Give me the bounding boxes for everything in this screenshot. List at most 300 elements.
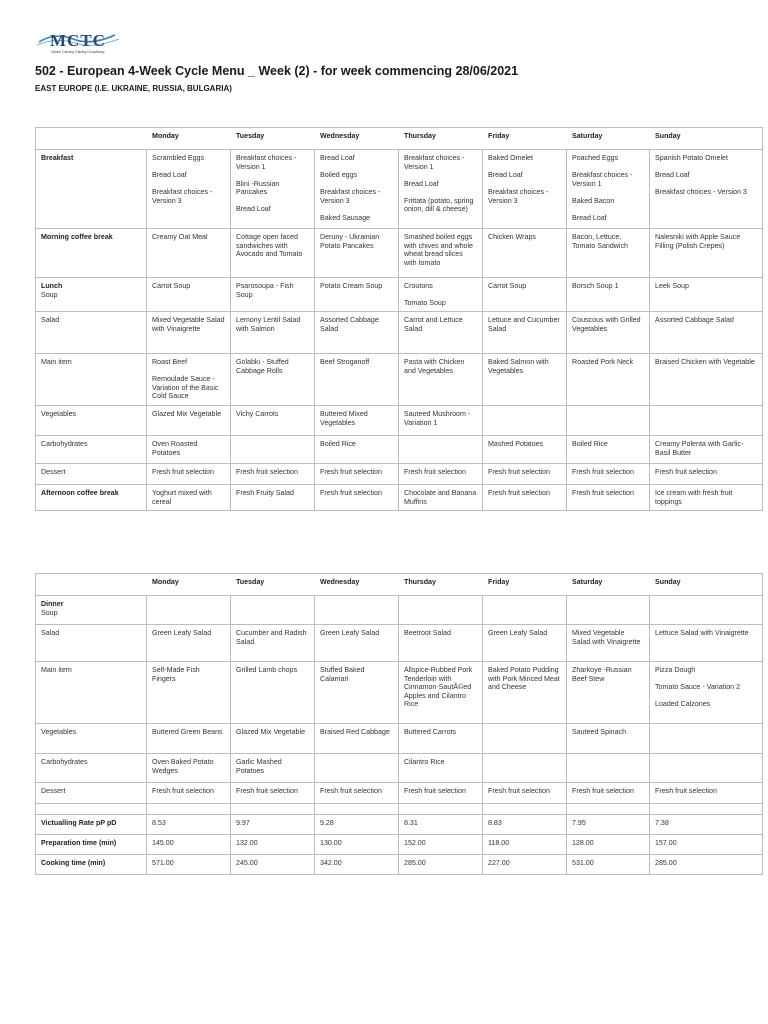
dish-item: Cucumber and Radish Salad [236,629,307,646]
menu-cell [315,464,399,485]
dish-item: Mixed Vegetable Salad with Vinaigrette [152,316,225,333]
day-header: Friday [483,574,567,596]
menu-cell [315,354,399,406]
menu-table-day [35,127,763,511]
dish-item: Frittata (potato, spring onion, dill & cheese) [404,196,474,214]
dish-item: Roast Beef [152,358,188,366]
dish-item: Fresh fruit selection [572,489,634,497]
meal-label: Vegetables [41,728,77,736]
meal-label: Dessert [41,787,66,795]
menu-cell [650,485,763,511]
dish-item: Roasted Pork Neck [572,358,634,366]
dish-item: Green Leafy Salad [152,629,212,637]
mctc-logo [35,26,121,56]
day-header: Saturday [567,574,650,596]
menu-row-morning-coffee-break [36,229,763,278]
menu-cell [231,278,315,312]
dish-item: Breakfast choices - Version 3 [320,188,381,205]
dish-item: Fresh fruit selection [236,468,298,476]
menu-cell [650,724,763,754]
menu-cell [147,724,231,754]
stats-label: Victualling Rate pP pD [36,815,147,835]
dish-item: Mixed Vegetable Salad with Vinaigrette [572,629,641,646]
row-label [36,625,147,662]
dish-item: Breakfast choices - Version 1 [236,154,297,171]
dish-item: Fresh fruit selection [488,468,550,476]
dish-item: Breakfast choices - Version 3 [655,188,747,197]
stats-row-preparation-time-min [36,835,763,855]
dish-item: Pizza Dough [655,666,696,674]
meal-label: Salad [41,316,60,324]
dish-item: Buttered Mixed Vegetables [320,410,368,427]
menu-cell [147,150,231,229]
menu-cell [399,278,483,312]
dish-item: Stuffed Baked Calamari [320,666,365,683]
stats-value: 285.00 [650,855,763,875]
menu-cell [399,406,483,436]
dish-item: Borsch Soup 1 [572,282,619,290]
dish-item: Couscous with Grilled Vegetables [572,316,641,333]
corner-cell [36,128,147,150]
menu-cell [231,754,315,783]
dish-item: Croutons [404,282,433,290]
dish-item: Braised Chicken with Vegetable [655,358,755,366]
dish-item: Breakfast choices - Version 3 [488,188,549,205]
menu-cell [567,278,650,312]
stats-value: 118.00 [483,835,567,855]
stats-value: 245.00 [231,855,315,875]
menu-cell [147,278,231,312]
menu-cell [650,229,763,278]
meal-label: Dinner [41,600,64,608]
day-header: Sunday [650,128,763,150]
meal-label: Breakfast [41,154,74,162]
stats-value: 531.00 [567,855,650,875]
dish-item: Braised Red Cabbage [320,728,390,736]
day-header: Thursday [399,574,483,596]
menu-cell [650,464,763,485]
menu-cell [650,150,763,229]
menu-cell [231,625,315,662]
menu-row-vegetables [36,406,763,436]
stats-value: 157.00 [650,835,763,855]
dish-item: Lettuce and Cucumber Salad [488,316,560,333]
menu-cell [483,229,567,278]
dish-item: Creamy Oat Meal [152,233,208,241]
separator-cell [483,804,567,815]
menu-cell [399,754,483,783]
dish-item: Fresh fruit selection [404,787,466,795]
dish-item: Cottage open faced sandwiches with Avocado and Tomato [236,233,303,259]
menu-cell [315,312,399,354]
stats-body [36,804,763,875]
dish-item: Psarosoupa - Fish Soup [236,282,294,299]
dish-item: Oven Baked Potato Wedges [152,758,214,775]
row-label [36,754,147,783]
menu-cell [650,312,763,354]
menu-row-carbohydrates [36,754,763,783]
row-label [36,596,147,625]
dish-item: Assorted Cabbage Salad [320,316,379,333]
menu-cell [315,406,399,436]
meal-label: Vegetables [41,410,77,418]
stats-row-victualling-rate-pp-pd [36,815,763,835]
dish-item: Fresh fruit selection [655,787,717,795]
dish-item: Yoghurt mixed with cereal [152,489,212,506]
dish-item: Carrot Soup [488,282,527,290]
menu-cell [483,485,567,511]
dish-item: Baked Potato Pudding with Pork Minced Meat and Cheese [488,666,560,692]
menu-row-dessert [36,783,763,804]
meal-label: Dessert [41,468,66,476]
page-subtitle: EAST EUROPE (I.E. UKRAINE, RUSSIA, BULGARIA) [35,84,232,93]
separator-cell [231,804,315,815]
dish-item: Boiled Rice [572,440,608,448]
meal-label: Carbohydrates [41,440,88,448]
menu-cell [231,724,315,754]
day-header: Sunday [650,574,763,596]
meal-label: Morning coffee break [41,233,113,241]
menu-cell [231,150,315,229]
menu-cell [483,783,567,804]
row-label [36,312,147,354]
menu-cell [567,406,650,436]
menu-cell [147,754,231,783]
dish-item: Bacon, Lettuce, Tomato Sandwich [572,233,628,250]
dish-item: Breakfast choices - Version 1 [572,171,633,188]
page-title: 502 - European 4-Week Cycle Menu _ Week (2) - for week commencing 28/06/2021 [35,64,519,78]
menu-cell [567,312,650,354]
dish-item: Potato Cream Soup [320,282,383,290]
dish-item: Vichy Carrots [236,410,279,418]
menu-cell [483,150,567,229]
dish-item: Breakfast choices - Version 1 [404,154,465,171]
dish-item: Baked Salmon with Vegetables [488,358,549,375]
menu-cell [315,436,399,464]
menu-cell [231,783,315,804]
menu-cell [399,150,483,229]
menu-body-dinner [36,596,763,804]
stats-value: 8.83 [483,815,567,835]
row-label [36,662,147,724]
meal-label: Carbohydrates [41,758,88,766]
menu-cell [483,662,567,724]
meal-label: Lunch [41,282,63,290]
corner-cell [36,574,147,596]
menu-cell [483,354,567,406]
dish-item: Baked Omelet [488,154,533,162]
stats-row-cooking-time-min [36,855,763,875]
row-label [36,724,147,754]
menu-cell [567,485,650,511]
stats-value: 9.28 [315,815,399,835]
menu-row-carbohydrates [36,436,763,464]
menu-cell [147,464,231,485]
menu-cell [567,354,650,406]
menu-cell [231,436,315,464]
menu-cell [399,464,483,485]
dish-item: Buttered Green Beans [152,728,223,736]
dish-item: Chocolate and Banana Muffins [404,489,477,506]
dish-item: Chicken Wraps [488,233,536,241]
stats-value: 8.53 [147,815,231,835]
dish-item: Boiled Rice [320,440,356,448]
dish-item: Lemony Lentil Salad with Salmon [236,316,301,333]
logo-text: MCTC [50,31,106,50]
menu-cell [650,625,763,662]
stats-value: 7.95 [567,815,650,835]
dish-item: Tomato Soup [404,299,446,308]
day-header: Wednesday [315,574,399,596]
meal-label: Main item [41,666,72,674]
dish-item: Bread Loaf [404,179,439,188]
separator-cell [147,804,231,815]
row-label [36,229,147,278]
menu-cell [147,783,231,804]
row-label [36,354,147,406]
dish-item: Bread Loaf [572,213,607,222]
menu-cell [650,783,763,804]
dish-item: Bread Loaf [236,205,271,214]
stats-value: 152.00 [399,835,483,855]
dish-item: Fresh fruit selection [152,468,214,476]
menu-cell [399,436,483,464]
menu-cell [567,754,650,783]
dish-item: Oven Roasted Potatoes [152,440,198,457]
menu-row-dessert [36,464,763,485]
dish-item: Fresh fruit selection [236,787,298,795]
dish-item: Bread Loaf [655,171,690,180]
separator-cell [650,804,763,815]
menu-cell [650,354,763,406]
dish-item: Zharkoye -Russian Beef Stew [572,666,632,683]
menu-cell [567,596,650,625]
menu-cell [399,312,483,354]
row-label [36,783,147,804]
dish-item: Fresh fruit selection [320,787,382,795]
dish-item: Fresh fruit selection [152,787,214,795]
menu-cell [567,150,650,229]
stats-value: 7.38 [650,815,763,835]
menu-cell [567,724,650,754]
stats-value: 571.00 [147,855,231,875]
dish-item: Grilled Lamb chops [236,666,298,674]
dish-item: Bread Loaf [320,154,355,162]
menu-cell [315,625,399,662]
dish-item: Remoulade Sauce - Variation of the Basic Cold Sauce [152,375,219,401]
stats-value: 145.00 [147,835,231,855]
menu-cell [650,662,763,724]
dish-item: Creamy Polenta with Garlic-Basil Butter [655,440,744,457]
meal-sublabel: Soup [41,290,58,299]
day-header: Wednesday [315,128,399,150]
meal-sublabel: Soup [41,608,58,617]
dish-item: Scrambled Eggs [152,154,205,162]
dish-item: Leek Soup [655,282,689,290]
menu-row-salad [36,625,763,662]
row-label [36,436,147,464]
dish-item: Fresh fruit selection [320,489,382,497]
menu-row-breakfast [36,150,763,229]
menu-cell [231,354,315,406]
dish-item: Assorted Cabbage Salad [655,316,734,324]
menu-cell [650,754,763,783]
menu-cell [483,436,567,464]
row-label [36,485,147,511]
stats-value: 132.00 [231,835,315,855]
menu-row-dinner [36,596,763,625]
dish-item: Fresh fruit selection [572,787,634,795]
stats-value: 128.00 [567,835,650,855]
menu-cell [399,724,483,754]
meal-label: Afternoon coffee break [41,489,119,497]
menu-cell [147,354,231,406]
menu-row-main-item [36,354,763,406]
menu-row-main-item [36,662,763,724]
stats-separator [36,804,763,815]
stats-value: 285.00 [399,855,483,875]
day-header: Thursday [399,128,483,150]
dish-item: Breakfast choices - Version 3 [152,188,213,205]
menu-cell [231,312,315,354]
menu-cell [399,354,483,406]
menu-cell [567,229,650,278]
menu-cell [231,406,315,436]
menu-row-salad [36,312,763,354]
dish-item: Green Leafy Salad [488,629,548,637]
dish-item: Poached Eggs [572,154,619,162]
menu-cell [483,754,567,783]
dish-item: Cilantro Rice [404,758,445,766]
dish-item: Ice cream with fresh fruit toppings [655,489,733,506]
stats-value: 130.00 [315,835,399,855]
dish-item: Boiled eggs [320,171,358,180]
menu-cell [315,662,399,724]
menu-cell [650,406,763,436]
dish-item: Mashed Potatoes [488,440,544,448]
dish-item: Baked Sausage [320,213,371,222]
menu-cell [315,754,399,783]
separator-cell [567,804,650,815]
dish-item: Fresh fruit selection [488,489,550,497]
menu-cell [483,406,567,436]
menu-cell [315,596,399,625]
day-header: Monday [147,574,231,596]
menu-cell [231,485,315,511]
day-header-row [36,128,763,150]
menu-cell [231,229,315,278]
menu-cell [567,464,650,485]
day-header: Tuesday [231,128,315,150]
menu-cell [399,625,483,662]
menu-cell [483,312,567,354]
day-header: Tuesday [231,574,315,596]
stats-value: 9.97 [231,815,315,835]
menu-cell [315,278,399,312]
menu-cell [483,596,567,625]
menu-cell [315,724,399,754]
dish-item: Lettuce Salad with Vinaigrette [655,629,749,637]
dish-item: Bread Loaf [488,171,523,180]
dish-item: Golabki - Stuffed Cabbage Rolls [236,358,289,375]
menu-body-day [36,150,763,511]
dish-item: Fresh fruit selection [655,468,717,476]
dish-item: Buttered Carrots [404,728,457,736]
menu-cell [399,229,483,278]
separator-cell [36,804,147,815]
menu-row-lunch [36,278,763,312]
day-header: Saturday [567,128,650,150]
menu-cell [483,724,567,754]
row-label [36,150,147,229]
dish-item: Glazed Mix Vegetable [152,410,222,418]
menu-cell [231,464,315,485]
dish-item: Baked Bacon [572,196,615,205]
menu-cell [483,625,567,662]
menu-row-vegetables [36,724,763,754]
day-header: Friday [483,128,567,150]
menu-cell [567,436,650,464]
menu-cell [147,662,231,724]
dish-item: Garlic Mashed Potatoes [236,758,282,775]
dish-item: Loaded Calzones [655,700,711,709]
menu-cell [147,596,231,625]
menu-cell [567,625,650,662]
dish-item: Deruny - Ukrainian Potato Pancakes [320,233,380,250]
stats-label: Preparation time (min) [36,835,147,855]
menu-cell [399,783,483,804]
stats-value: 342.00 [315,855,399,875]
meal-label: Salad [41,629,60,637]
row-label [36,406,147,436]
menu-cell [315,150,399,229]
dish-item: Sauteed Spinach [572,728,627,736]
menu-cell [567,783,650,804]
menu-cell [483,278,567,312]
dish-item: Fresh fruit selection [572,468,634,476]
dish-item: Pasta with Chicken and Vegetables [404,358,465,375]
dish-item: Self-Made Fish Fingers [152,666,200,683]
menu-row-afternoon-coffee-break [36,485,763,511]
dish-item: Beetroot Salad [404,629,451,637]
dish-item: Tomato Sauce - Variation 2 [655,683,741,692]
menu-cell [147,485,231,511]
day-header-row [36,574,763,596]
menu-cell [483,464,567,485]
separator-cell [315,804,399,815]
menu-cell [315,783,399,804]
menu-cell [147,436,231,464]
menu-cell [315,485,399,511]
dish-item: Fresh fruit selection [320,468,382,476]
stats-value: 8.31 [399,815,483,835]
separator-cell [399,804,483,815]
dish-item: Fresh fruit selection [404,468,466,476]
row-label [36,464,147,485]
dish-item: Fresh Fruity Salad [236,489,294,497]
logo-tagline: Marine Catering Training Consultancy [51,50,105,54]
dish-item: Spanish Potato Omelet [655,154,728,162]
dish-item: Fresh fruit selection [488,787,550,795]
day-header: Monday [147,128,231,150]
dish-item: Sauteed Mushroom - Variation 1 [404,410,471,427]
menu-cell [147,625,231,662]
menu-cell [399,662,483,724]
dish-item: Bread Loaf [152,171,187,180]
dish-item: Allspice-Rubbed Pork Tenderloin with Cinnamon-SautÃ©ed Apples and Cilantro Rice [404,666,473,709]
menu-cell [147,312,231,354]
menu-cell [147,406,231,436]
